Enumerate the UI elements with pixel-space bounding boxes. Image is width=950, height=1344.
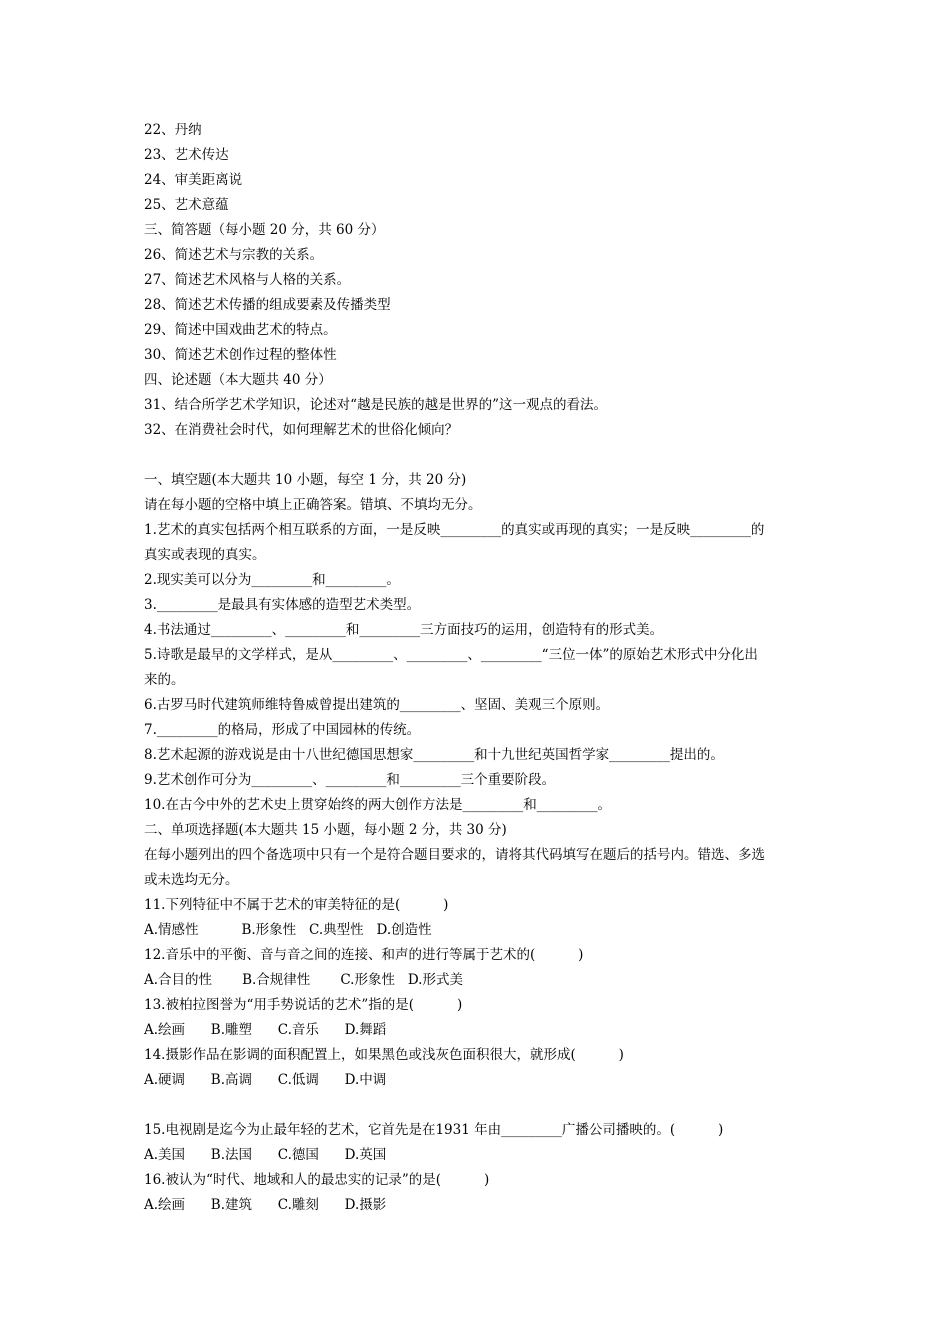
text-line: 3._________是最具有实体感的造型艺术类型。	[144, 597, 421, 613]
blank-gap	[144, 443, 814, 468]
text-line: 22、丹纳	[144, 122, 202, 138]
text-line: 29、简述中国戏曲艺术的特点。	[144, 322, 337, 338]
options-line: A.绘画 B.建筑 C.雕刻 D.摄影	[144, 1197, 387, 1213]
terms-and-questions-section	[144, 118, 814, 443]
question-line: 11.下列特征中不属于艺术的审美特征的是( )	[144, 897, 449, 913]
text-line: 2.现实美可以分为_________和_________。	[144, 572, 400, 588]
text-line: 27、简述艺术风格与人格的关系。	[144, 272, 351, 288]
text-line: 在每小题列出的四个备选项中只有一个是符合题目要求的，请将其代码填写在题后的括号内。错选、多选	[144, 847, 765, 863]
question-line: 16.被认为“时代、地域和人的最忠实的记录”的是( )	[144, 1172, 490, 1188]
section-heading: 三、简答题（每小题 20 分，共 60 分）	[144, 222, 385, 238]
text-line: 25、艺术意蕴	[144, 197, 229, 213]
text-line: 32、在消费社会时代，如何理解艺术的世俗化倾向？	[144, 422, 459, 438]
text-line: 23、艺术传达	[144, 147, 229, 163]
options-line: A.合目的性 B.合规律性 C.形象性 D.形式美	[144, 972, 463, 988]
options-line: A.美国 B.法国 C.德国 D.英国	[144, 1147, 387, 1163]
options-line: A.绘画 B.雕塑 C.音乐 D.舞蹈	[144, 1022, 387, 1038]
document-body	[144, 118, 814, 1218]
question-line: 15.电视剧是迄今为止最年轻的艺术，它首先是在1931 年由_________广播公司播映的。( )	[144, 1122, 724, 1138]
text-line: 7._________的格局，形成了中国园林的传统。	[144, 722, 421, 738]
text-line: 24、审美距离说	[144, 172, 243, 188]
options-line: A.情感性 B.形象性 C.典型性 D.创造性	[144, 922, 432, 938]
section-heading: 四、论述题（本大题共 40 分）	[144, 372, 332, 388]
section-heading: 一、填空题(本大题共 10 小题，每空 1 分，共 20 分)	[144, 472, 467, 488]
text-line: 6.古罗马时代建筑师维特鲁威曾提出建筑的_________、坚固、美观三个原则。	[144, 697, 610, 713]
text-line: 或未选均无分。	[144, 872, 239, 888]
text-line: 10.在古今中外的艺术史上贯穿始终的两大创作方法是_________和_________。	[144, 797, 611, 813]
choice-continued-section	[144, 1118, 814, 1218]
text-line: 31、结合所学艺术学知识，论述对“越是民族的越是世界的”这一观点的看法。	[144, 397, 607, 413]
text-line: 28、简述艺术传播的组成要素及传播类型	[144, 297, 391, 313]
text-line: 4.书法通过_________、_________和_________三方面技巧的运用，创造特有的形式美。	[144, 622, 664, 638]
fill-in-and-choice-section	[144, 468, 814, 1093]
question-line: 14.摄影作品在影调的面积配置上，如果黑色或浅灰色面积很大，就形成( )	[144, 1047, 624, 1063]
text-line: 26、简述艺术与宗教的关系。	[144, 247, 324, 263]
options-line: A.硬调 B.高调 C.低调 D.中调	[144, 1072, 387, 1088]
text-line: 1.艺术的真实包括两个相互联系的方面，一是反映_________的真实或再现的真实；一是反映_________的	[144, 522, 765, 538]
section-heading: 二、单项选择题(本大题共 15 小题，每小题 2 分，共 30 分)	[144, 822, 507, 838]
question-line: 13.被柏拉图誉为“用手势说话的艺术”指的是( )	[144, 997, 463, 1013]
text-line: 请在每小题的空格中填上正确答案。错填、不填均无分。	[144, 497, 482, 513]
text-line: 来的。	[144, 672, 185, 688]
text-line: 30、简述艺术创作过程的整体性	[144, 347, 337, 363]
blank-gap	[144, 1093, 814, 1118]
text-line: 5.诗歌是最早的文学样式，是从_________、_________、_________“三位一体”的原始艺术形式中分化出	[144, 647, 758, 663]
question-line: 12.音乐中的平衡、音与音之间的连接、和声的进行等属于艺术的( )	[144, 947, 584, 963]
text-line: 8.艺术起源的游戏说是由十八世纪德国思想家_________和十九世纪英国哲学家_________提出的。	[144, 747, 724, 763]
text-line: 真实或表现的真实。	[144, 547, 266, 563]
text-line: 9.艺术创作可分为_________、_________和_________三个重要阶段。	[144, 772, 556, 788]
